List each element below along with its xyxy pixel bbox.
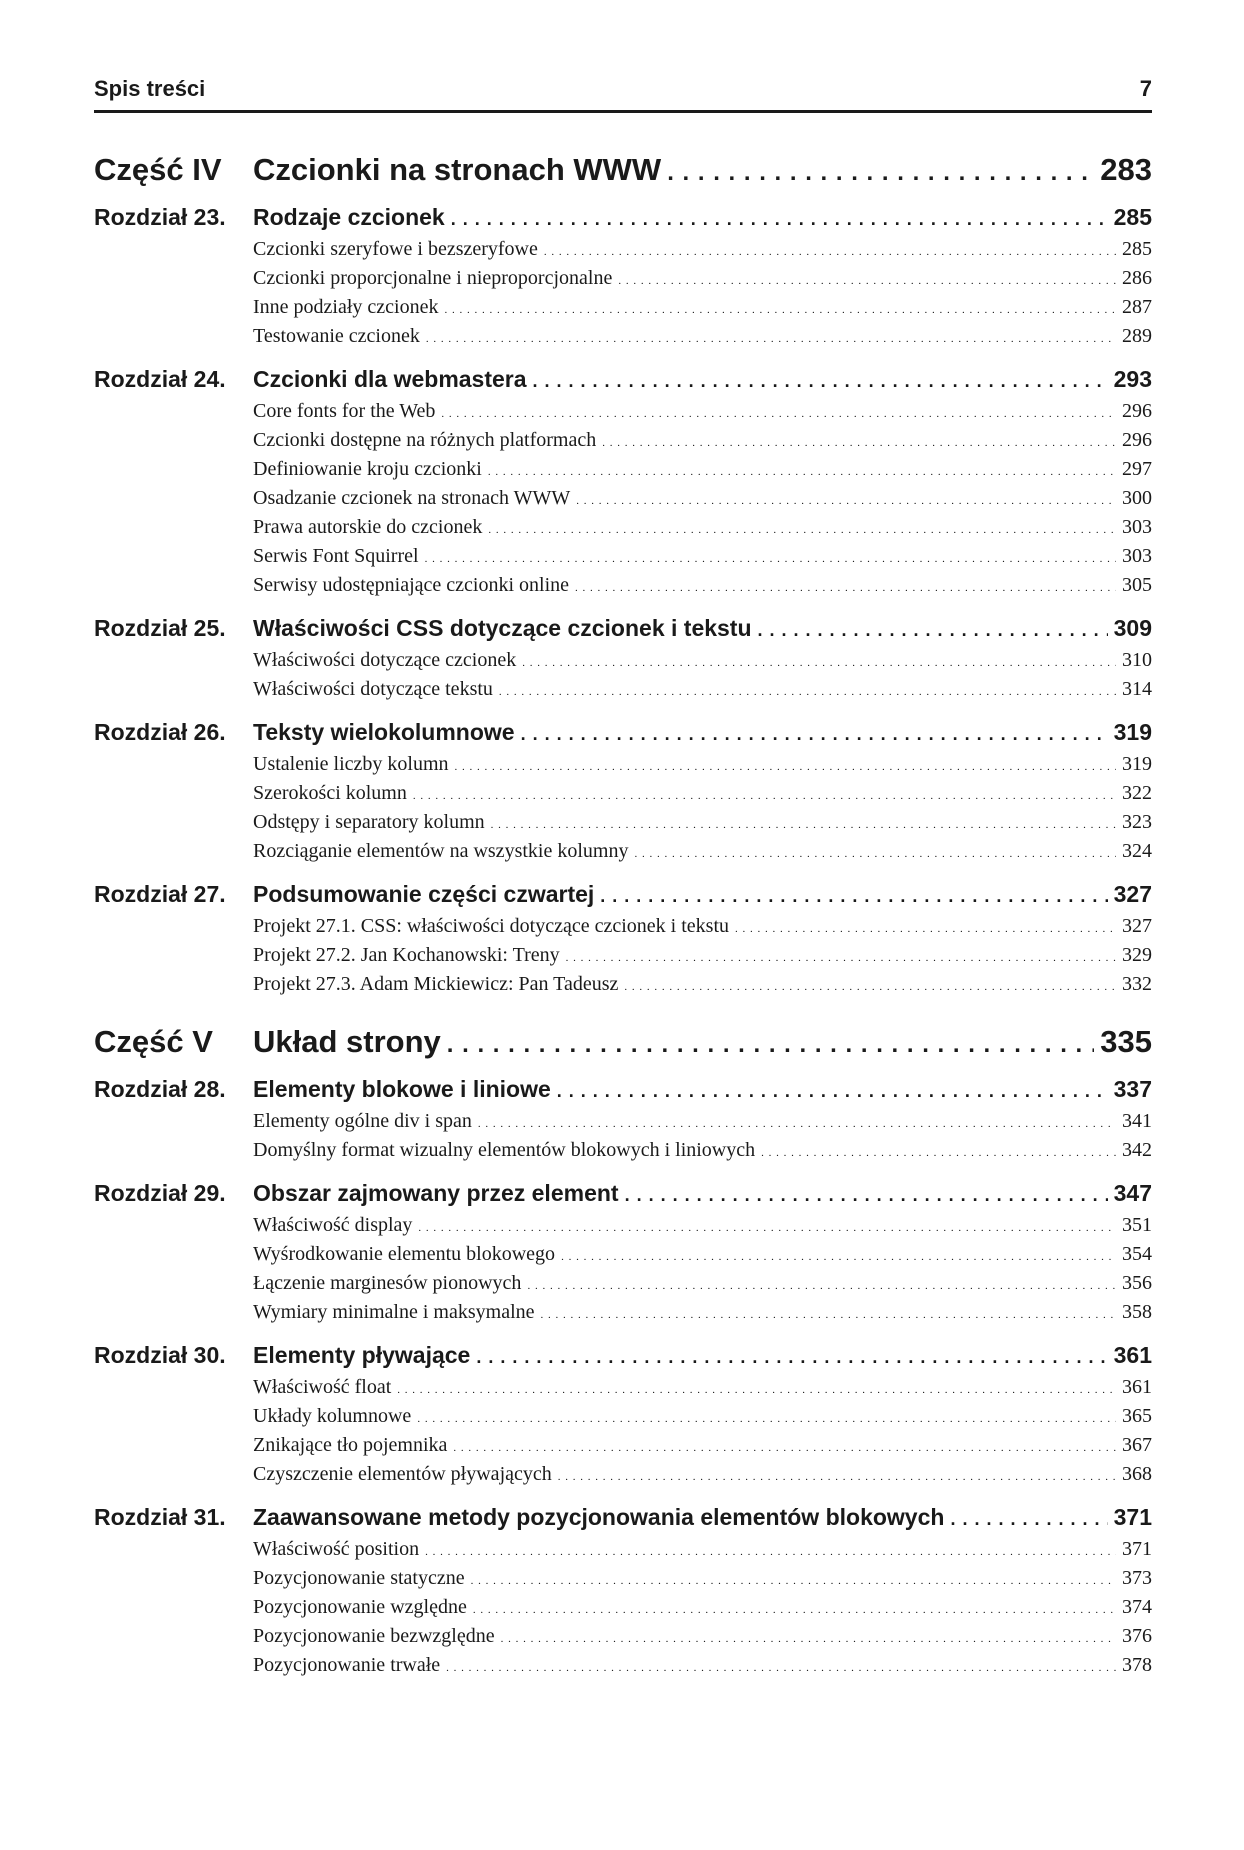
toc-section-page-number: 296 xyxy=(1122,429,1152,451)
dot-leader xyxy=(499,678,1116,701)
toc-section[interactable] xyxy=(94,973,1152,1002)
toc-chapter-label: Rozdział 29. xyxy=(94,1180,226,1206)
dot-leader xyxy=(491,811,1116,834)
toc-section-page-number: 327 xyxy=(1122,915,1152,937)
dot-leader xyxy=(521,719,1108,746)
toc-section-title: Pozycjonowanie statyczne xyxy=(253,1567,465,1589)
toc-chapter-label: Rozdział 26. xyxy=(94,719,226,745)
dot-leader xyxy=(425,1538,1116,1561)
toc-chapter[interactable] xyxy=(94,615,1152,649)
toc-section-title: Serwis Font Squirrel xyxy=(253,545,419,567)
toc-section[interactable] xyxy=(94,678,1152,707)
toc-section-page-number: 368 xyxy=(1122,1463,1152,1485)
dot-leader xyxy=(455,753,1116,776)
dot-leader xyxy=(541,1301,1116,1324)
toc-chapter-page-number: 285 xyxy=(1113,204,1152,230)
toc-chapter-label: Rozdział 31. xyxy=(94,1504,226,1530)
toc-chapter[interactable] xyxy=(94,366,1152,400)
toc-section[interactable] xyxy=(94,1654,1152,1683)
toc-section-page-number: 323 xyxy=(1122,811,1152,833)
toc-section-title: Odstępy i separatory kolumn xyxy=(253,811,485,833)
toc-chapter[interactable] xyxy=(94,719,1152,753)
toc-chapter-page-number: 319 xyxy=(1113,719,1152,745)
toc-section[interactable] xyxy=(94,545,1152,574)
toc-section-page-number: 356 xyxy=(1122,1272,1152,1294)
toc-section-title: Właściwość position xyxy=(253,1538,420,1560)
toc-section-page-number: 373 xyxy=(1122,1567,1152,1589)
toc-section-page-number: 286 xyxy=(1122,267,1152,289)
toc-section[interactable] xyxy=(94,516,1152,545)
toc-section-title: Inne podziały czcionek xyxy=(253,296,439,318)
toc-chapter-title: Czcionki dla webmastera xyxy=(253,366,527,392)
toc-section[interactable] xyxy=(94,1214,1152,1243)
dot-leader xyxy=(602,429,1116,452)
toc-section-title: Ustalenie liczby kolumn xyxy=(253,753,449,775)
dot-leader xyxy=(476,1342,1107,1369)
toc-section-page-number: 300 xyxy=(1122,487,1152,509)
toc-part-page-number: 283 xyxy=(1100,152,1152,187)
dot-leader xyxy=(758,615,1108,642)
toc-section[interactable] xyxy=(94,458,1152,487)
toc-chapter-title: Teksty wielokolumnowe xyxy=(253,719,515,745)
toc-section-title: Czcionki dostępne na różnych platformach xyxy=(253,429,597,451)
toc-section-title: Wyśrodkowanie elementu blokowego xyxy=(253,1243,556,1265)
toc-section[interactable] xyxy=(94,1110,1152,1139)
dot-leader xyxy=(544,238,1116,261)
toc-section-page-number: 303 xyxy=(1122,516,1152,538)
dot-leader xyxy=(446,1654,1116,1677)
dot-leader xyxy=(397,1376,1116,1399)
toc-chapter-page-number: 309 xyxy=(1113,615,1152,641)
toc-section-page-number: 285 xyxy=(1122,238,1152,260)
dot-leader xyxy=(425,545,1116,568)
toc-section[interactable] xyxy=(94,753,1152,782)
toc-section-page-number: 354 xyxy=(1122,1243,1152,1265)
toc-chapter-label: Rozdział 30. xyxy=(94,1342,226,1368)
toc-section-page-number: 351 xyxy=(1122,1214,1152,1236)
toc-section[interactable] xyxy=(94,1272,1152,1301)
toc-section-page-number: 342 xyxy=(1122,1139,1152,1161)
toc-section-title: Definiowanie kroju czcionki xyxy=(253,458,482,480)
dot-leader xyxy=(527,1272,1116,1295)
toc-section-title: Właściwość float xyxy=(253,1376,392,1398)
toc-section-title: Pozycjonowanie trwałe xyxy=(253,1654,441,1676)
toc-section[interactable] xyxy=(94,649,1152,678)
toc-section-page-number: 367 xyxy=(1122,1434,1152,1456)
dot-leader xyxy=(667,152,1094,188)
chapter-spacer xyxy=(94,707,1152,719)
toc-chapter-page-number: 347 xyxy=(1113,1180,1152,1206)
toc-section-title: Właściwości dotyczące czcionek xyxy=(253,649,517,671)
toc-part-title: Czcionki na stronach WWW xyxy=(253,152,662,187)
toc-section-title: Rozciąganie elementów na wszystkie kolumny xyxy=(253,840,629,862)
dot-leader xyxy=(418,1214,1116,1237)
dot-leader xyxy=(447,1024,1094,1060)
toc-part-label: Część IV xyxy=(94,152,222,187)
dot-leader xyxy=(426,325,1116,348)
toc-section[interactable] xyxy=(94,1434,1152,1463)
toc-section[interactable] xyxy=(94,1625,1152,1654)
toc-chapter-label: Rozdział 28. xyxy=(94,1076,226,1102)
toc-section-page-number: 365 xyxy=(1122,1405,1152,1427)
toc-chapter-title: Właściwości CSS dotyczące czcionek i tekstu xyxy=(253,615,752,641)
dot-leader xyxy=(471,1567,1116,1590)
dot-leader xyxy=(576,487,1116,510)
toc-section-title: Projekt 27.2. Jan Kochanowski: Treny xyxy=(253,944,560,966)
chapter-spacer xyxy=(94,354,1152,366)
toc-chapter-title: Rodzaje czcionek xyxy=(253,204,445,230)
dot-leader xyxy=(478,1110,1116,1133)
running-head-title: Spis treści xyxy=(94,76,206,101)
toc-chapter[interactable] xyxy=(94,881,1152,915)
dot-leader xyxy=(634,840,1116,863)
toc-chapter-title: Elementy blokowe i liniowe xyxy=(253,1076,551,1102)
toc-section[interactable] xyxy=(94,1376,1152,1405)
page-number: 7 xyxy=(1139,76,1152,101)
toc-section[interactable] xyxy=(94,238,1152,267)
dot-leader xyxy=(561,1243,1116,1266)
toc-section-page-number: 310 xyxy=(1122,649,1152,671)
dot-leader xyxy=(761,1139,1116,1162)
toc-section[interactable] xyxy=(94,944,1152,973)
toc-chapter-label: Rozdział 25. xyxy=(94,615,226,641)
toc-section[interactable] xyxy=(94,400,1152,429)
toc-section-page-number: 297 xyxy=(1122,458,1152,480)
dot-leader xyxy=(444,296,1116,319)
toc-section[interactable] xyxy=(94,296,1152,325)
toc-section-page-number: 314 xyxy=(1122,678,1152,700)
dot-leader xyxy=(453,1434,1116,1457)
toc-chapter[interactable] xyxy=(94,204,1152,238)
toc-section-title: Właściwość display xyxy=(253,1214,413,1236)
toc-chapter[interactable] xyxy=(94,1342,1152,1376)
toc-section-title: Układy kolumnowe xyxy=(253,1405,412,1427)
toc-chapter-title: Zaawansowane metody pozycjonowania elementów blokowych xyxy=(253,1504,945,1530)
dot-leader xyxy=(522,649,1116,672)
toc-section-title: Czcionki szeryfowe i bezszeryfowe xyxy=(253,238,538,260)
dot-leader xyxy=(600,881,1107,908)
toc-section-title: Właściwości dotyczące tekstu xyxy=(253,678,493,700)
toc-section-page-number: 374 xyxy=(1122,1596,1152,1618)
dot-leader xyxy=(625,1180,1108,1207)
dot-leader xyxy=(618,267,1116,290)
toc-section-title: Projekt 27.1. CSS: właściwości dotyczące czcionek i tekstu xyxy=(253,915,730,937)
toc-section-page-number: 358 xyxy=(1122,1301,1152,1323)
dot-leader xyxy=(624,973,1116,996)
dot-leader xyxy=(488,516,1116,539)
toc-section-title: Czyszczenie elementów pływających xyxy=(253,1463,552,1485)
toc-section-title: Elementy ogólne div i span xyxy=(253,1110,472,1132)
toc-part-label: Część V xyxy=(94,1024,213,1059)
toc-section-page-number: 378 xyxy=(1122,1654,1152,1676)
toc-section-page-number: 341 xyxy=(1122,1110,1152,1132)
toc-chapter-title: Obszar zajmowany przez element xyxy=(253,1180,619,1206)
toc-section[interactable] xyxy=(94,1243,1152,1272)
dot-leader xyxy=(413,782,1116,805)
toc-section[interactable] xyxy=(94,487,1152,516)
toc-section-page-number: 289 xyxy=(1122,325,1152,347)
toc-part[interactable] xyxy=(94,1024,1152,1076)
toc-section[interactable] xyxy=(94,811,1152,840)
dot-leader xyxy=(735,915,1116,938)
toc-section-page-number: 324 xyxy=(1122,840,1152,862)
toc-chapter-title: Elementy pływające xyxy=(253,1342,471,1368)
part-spacer xyxy=(94,1002,1152,1024)
toc-section-title: Czcionki proporcjonalne i nieproporcjonalne xyxy=(253,267,613,289)
toc-section[interactable] xyxy=(94,429,1152,458)
toc-section[interactable] xyxy=(94,1301,1152,1330)
toc-chapter[interactable] xyxy=(94,1180,1152,1214)
toc-section-page-number: 329 xyxy=(1122,944,1152,966)
toc-section[interactable] xyxy=(94,1463,1152,1492)
toc-section-title: Pozycjonowanie względne xyxy=(253,1596,467,1618)
toc-section[interactable] xyxy=(94,1538,1152,1567)
toc-section-page-number: 371 xyxy=(1122,1538,1152,1560)
toc-section[interactable] xyxy=(94,574,1152,603)
toc-chapter-page-number: 327 xyxy=(1113,881,1152,907)
dot-leader xyxy=(501,1625,1116,1648)
toc-section-page-number: 361 xyxy=(1122,1376,1152,1398)
toc-section[interactable] xyxy=(94,1567,1152,1596)
chapter-spacer xyxy=(94,1492,1152,1504)
toc-chapter-label: Rozdział 23. xyxy=(94,204,226,230)
dot-leader xyxy=(575,574,1116,597)
toc-chapter-title: Podsumowanie części czwartej xyxy=(253,881,595,907)
toc-section[interactable] xyxy=(94,915,1152,944)
toc-chapter[interactable] xyxy=(94,1504,1152,1538)
toc-section-title: Osadzanie czcionek na stronach WWW xyxy=(253,487,571,509)
toc-section-page-number: 322 xyxy=(1122,782,1152,804)
toc-section-page-number: 319 xyxy=(1122,753,1152,775)
toc-section-title: Pozycjonowanie bezwzględne xyxy=(253,1625,495,1647)
toc-section-title: Wymiary minimalne i maksymalne xyxy=(253,1301,535,1323)
toc-section-title: Łączenie marginesów pionowych xyxy=(253,1272,522,1294)
toc-section-title: Testowanie czcionek xyxy=(253,325,420,347)
dot-leader xyxy=(488,458,1116,481)
dot-leader xyxy=(566,944,1116,967)
chapter-spacer xyxy=(94,869,1152,881)
toc-section[interactable] xyxy=(94,1405,1152,1434)
table-of-contents xyxy=(94,152,1152,1683)
toc-chapter[interactable] xyxy=(94,1076,1152,1110)
dot-leader xyxy=(557,1076,1108,1103)
toc-section[interactable] xyxy=(94,325,1152,354)
toc-section[interactable] xyxy=(94,840,1152,869)
toc-section-title: Serwisy udostępniające czcionki online xyxy=(253,574,570,596)
toc-section[interactable] xyxy=(94,782,1152,811)
toc-section[interactable] xyxy=(94,1139,1152,1168)
dot-leader xyxy=(533,366,1108,393)
chapter-spacer xyxy=(94,1168,1152,1180)
toc-part[interactable] xyxy=(94,152,1152,204)
toc-chapter-label: Rozdział 27. xyxy=(94,881,226,907)
toc-section-title: Domyślny format wizualny elementów blokowych i liniowych xyxy=(253,1139,756,1161)
toc-section-title: Prawa autorskie do czcionek xyxy=(253,516,483,538)
toc-section-page-number: 296 xyxy=(1122,400,1152,422)
running-head xyxy=(94,74,1152,113)
toc-section-page-number: 303 xyxy=(1122,545,1152,567)
toc-part-title: Układ strony xyxy=(253,1024,441,1059)
dot-leader xyxy=(417,1405,1116,1428)
dot-leader xyxy=(441,400,1116,423)
toc-part-page-number: 335 xyxy=(1100,1024,1152,1059)
dot-leader xyxy=(473,1596,1116,1619)
dot-leader xyxy=(950,1504,1107,1531)
toc-chapter-label: Rozdział 24. xyxy=(94,366,226,392)
toc-section[interactable] xyxy=(94,1596,1152,1625)
toc-chapter-page-number: 337 xyxy=(1113,1076,1152,1102)
toc-chapter-page-number: 293 xyxy=(1113,366,1152,392)
toc-section-title: Szerokości kolumn xyxy=(253,782,407,804)
dot-leader xyxy=(558,1463,1116,1486)
toc-section-title: Core fonts for the Web xyxy=(253,400,436,422)
chapter-spacer xyxy=(94,1330,1152,1342)
toc-section-title: Znikające tło pojemnika xyxy=(253,1434,448,1456)
toc-section-page-number: 287 xyxy=(1122,296,1152,318)
toc-section-page-number: 332 xyxy=(1122,973,1152,995)
toc-chapter-page-number: 371 xyxy=(1113,1504,1152,1530)
toc-section-page-number: 305 xyxy=(1122,574,1152,596)
dot-leader xyxy=(451,204,1108,231)
toc-section[interactable] xyxy=(94,267,1152,296)
toc-section-page-number: 376 xyxy=(1122,1625,1152,1647)
chapter-spacer xyxy=(94,603,1152,615)
toc-section-title: Projekt 27.3. Adam Mickiewicz: Pan Tadeusz xyxy=(253,973,619,995)
toc-chapter-page-number: 361 xyxy=(1113,1342,1152,1368)
